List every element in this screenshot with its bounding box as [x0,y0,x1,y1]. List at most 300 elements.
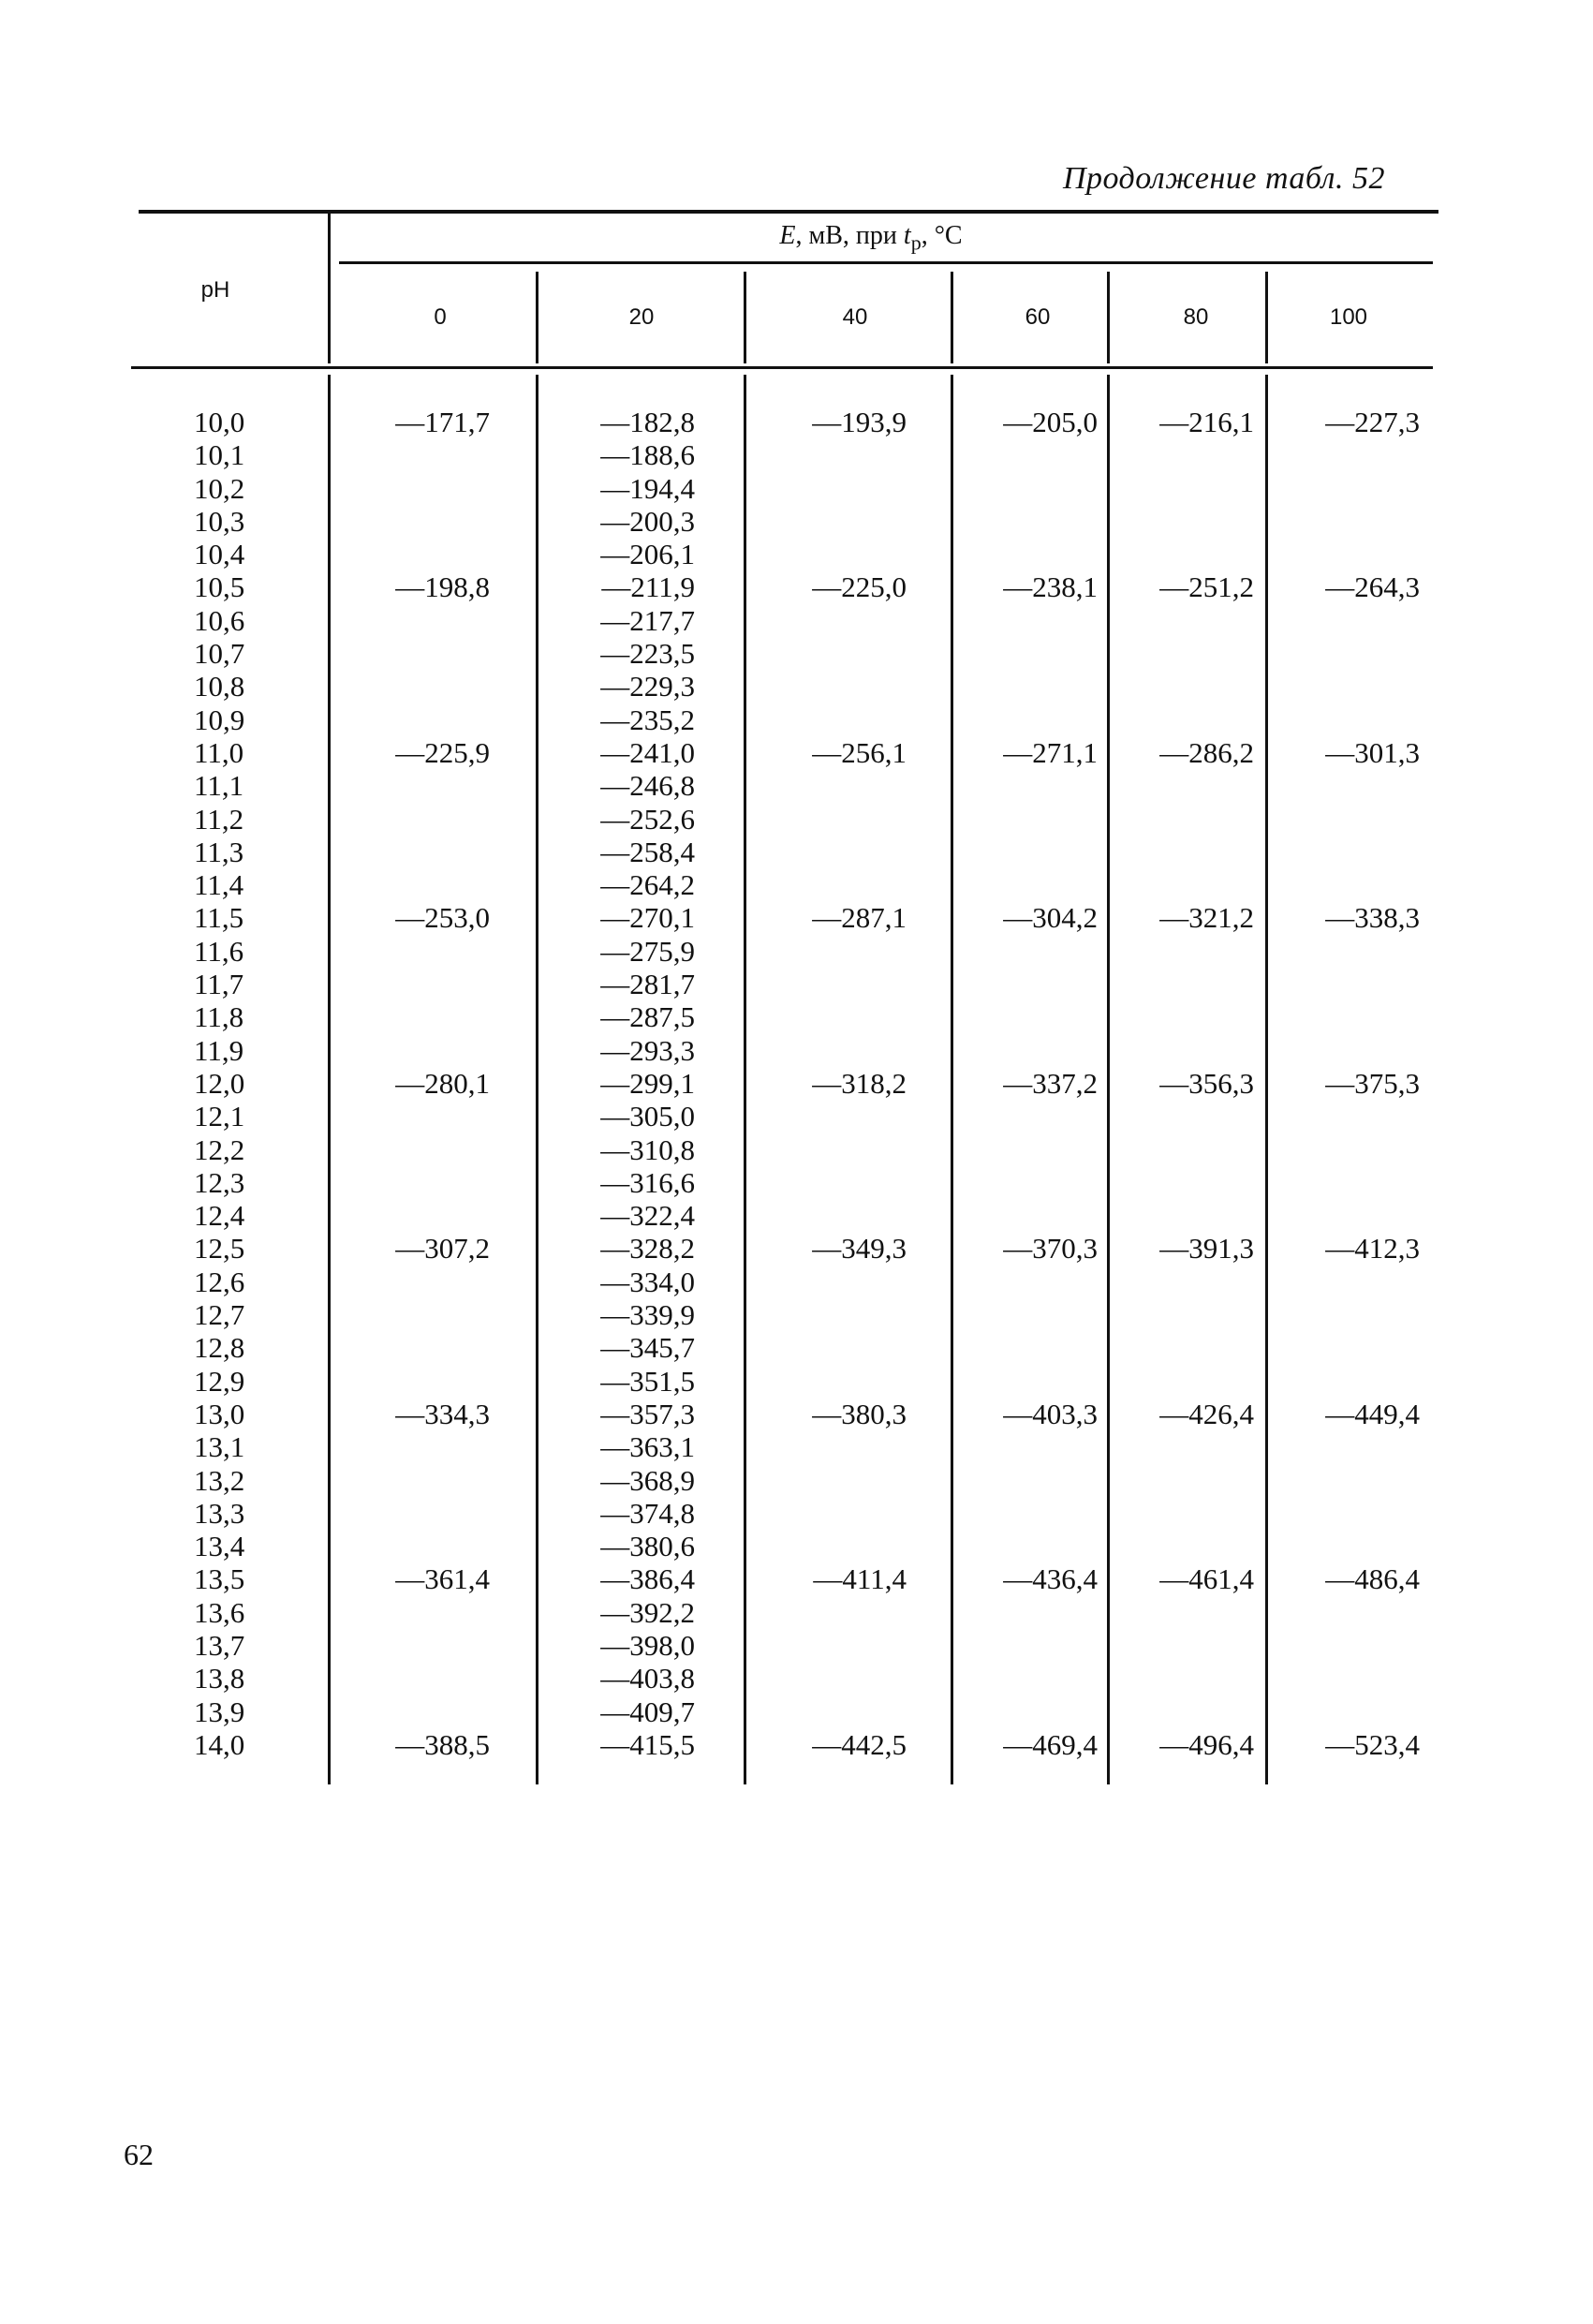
value-cell [970,438,1098,471]
value-cell: —411,4 [813,1562,907,1596]
ph-cell: 12,8 [194,1331,245,1365]
value-cell [1127,1596,1254,1629]
value-cell [1127,769,1254,802]
value-cell [363,637,490,670]
header-bottom-rule [131,366,1433,369]
table-caption: Продолжение табл. 52 [1062,161,1385,196]
value-cell [363,670,490,703]
value-cell [970,1629,1098,1662]
value-cell: —356,3 [1159,1066,1254,1100]
value-cell [970,472,1098,505]
value-cell: —264,2 [600,868,695,902]
body-divider [1107,375,1110,1784]
ph-cell: 13,0 [194,1397,245,1430]
value-cell [775,703,907,736]
value-cell [1127,637,1254,670]
body-divider [328,375,331,1784]
value-cell: —398,0 [600,1628,695,1662]
value-cell: —225,0 [812,570,907,604]
value-cell: —227,3 [1325,406,1420,438]
value-cell [970,836,1098,868]
ph-cell: 12,4 [194,1199,245,1233]
value-cell [1127,935,1254,968]
value-cell [1281,1430,1420,1463]
value-cell [970,637,1098,670]
ph-cell: 13,7 [194,1628,245,1662]
ph-cell: 13,4 [194,1530,245,1563]
value-cell [1281,538,1420,570]
value-cell [775,670,907,703]
value-cell [1127,803,1254,836]
value-cell [1281,604,1420,637]
value-cell: —339,9 [600,1298,695,1332]
header-divider [744,272,746,363]
value-cell: —211,9 [601,570,695,604]
t0-column [363,406,490,1761]
value-cell [363,703,490,736]
value-cell [1281,637,1420,670]
ph-cell: 12,3 [194,1165,245,1199]
value-cell: —361,4 [395,1562,490,1596]
value-cell: —256,1 [812,735,907,769]
value-cell [1127,1629,1254,1662]
value-cell [970,703,1098,736]
value-cell [1127,670,1254,703]
value-cell [970,968,1098,1000]
ph-cell: 10,8 [194,670,245,703]
value-cell: —216,1 [1159,406,1254,438]
value-cell: —286,2 [1159,735,1254,769]
value-cell [363,1430,490,1463]
value-cell [970,1695,1098,1728]
ph-cell: 10,6 [194,603,245,637]
value-cell [1281,1266,1420,1298]
ph-cell: 11,7 [194,968,244,1001]
value-cell [775,1629,907,1662]
value-cell [1281,1331,1420,1364]
value-cell: —275,9 [600,934,695,968]
value-cell: —388,5 [395,1727,490,1761]
header-divider [1107,272,1110,363]
value-cell: —338,3 [1325,901,1420,935]
value-cell [775,868,907,901]
value-cell [1127,1166,1254,1199]
ph-cell: 12,6 [194,1265,245,1298]
value-cell: —386,4 [600,1562,695,1596]
value-cell: —304,2 [1003,901,1098,935]
ph-cell: 10,5 [194,570,245,604]
value-cell: —305,0 [600,1100,695,1133]
value-cell [970,1100,1098,1132]
value-cell [970,505,1098,538]
value-cell: —496,4 [1159,1727,1254,1761]
value-cell [775,836,907,868]
value-cell [970,1530,1098,1562]
value-cell [1127,538,1254,570]
value-cell [970,604,1098,637]
value-cell [1281,968,1420,1000]
ph-cell: 10,1 [194,438,245,472]
ph-cell: 10,2 [194,471,245,505]
value-cell [775,505,907,538]
value-cell: —321,2 [1159,901,1254,935]
value-cell [775,472,907,505]
ph-cell: 13,8 [194,1662,245,1695]
value-cell: —368,9 [600,1463,695,1497]
value-cell: —280,1 [395,1066,490,1100]
value-cell: —391,3 [1159,1232,1254,1266]
value-cell: —194,4 [600,471,695,505]
ph-cell: 12,2 [194,1132,245,1166]
ph-cell: 10,4 [194,538,245,571]
value-cell [775,637,907,670]
value-cell [775,1266,907,1298]
ph-column [194,406,288,1761]
temp-subscript: р [910,230,922,255]
t80-column [1127,406,1254,1761]
value-cell: —392,2 [600,1595,695,1629]
value-cell: —426,4 [1159,1397,1254,1430]
page-number: 62 [124,2138,154,2171]
value-cell [363,1662,490,1695]
value-cell: —316,6 [600,1165,695,1199]
t100-column [1281,406,1420,1761]
value-cell: —380,6 [600,1530,695,1563]
value-cell [363,769,490,802]
value-cell: —188,6 [600,438,695,472]
value-cell [970,1596,1098,1629]
ph-cell: 13,2 [194,1463,245,1497]
ph-cell: 11,4 [194,868,244,902]
value-cell [1127,1530,1254,1562]
value-cell [363,1596,490,1629]
t60-column [970,406,1098,1761]
value-cell [1281,868,1420,901]
value-cell [970,538,1098,570]
value-cell [775,1596,907,1629]
value-cell: —293,3 [600,1033,695,1067]
ph-cell: 11,1 [194,769,244,803]
value-cell [1281,438,1420,471]
value-cell [970,935,1098,968]
value-cell [775,968,907,1000]
value-cell: —205,0 [1003,406,1098,438]
value-cell [1281,1298,1420,1331]
value-cell [363,1166,490,1199]
value-cell [775,1133,907,1166]
temp-header-80: 80 [1183,304,1209,330]
emf-header [656,221,1086,256]
value-cell [1127,1464,1254,1497]
value-cell [1281,1000,1420,1033]
body-divider [951,375,953,1784]
value-cell [970,1000,1098,1033]
value-cell: —223,5 [600,637,695,671]
value-cell: —403,8 [600,1662,695,1695]
value-cell: —345,7 [600,1331,695,1365]
value-cell: —322,4 [600,1199,695,1233]
value-cell [363,935,490,968]
ph-cell: 14,0 [194,1727,245,1761]
value-cell [1281,1497,1420,1530]
body-divider [744,375,746,1784]
subheader-rule [339,261,1433,264]
value-cell [1281,670,1420,703]
value-cell [1281,1662,1420,1695]
value-cell: —409,7 [600,1695,695,1728]
value-cell [1281,1629,1420,1662]
value-cell: —403,3 [1003,1397,1098,1430]
value-cell: —442,5 [812,1727,907,1761]
value-cell [363,538,490,570]
value-cell [970,769,1098,802]
value-cell [363,1133,490,1166]
value-cell [1281,1530,1420,1562]
body-divider [1265,375,1268,1784]
value-cell [1281,769,1420,802]
ph-cell: 11,5 [194,901,244,935]
value-cell [1127,968,1254,1000]
value-cell [775,604,907,637]
value-cell [363,1464,490,1497]
value-cell: —252,6 [600,802,695,836]
ph-cell: 12,0 [194,1066,245,1100]
value-cell [1281,803,1420,836]
value-cell [775,1662,907,1695]
value-cell: —251,2 [1159,570,1254,604]
emf-units: , мВ, при [795,221,904,250]
value-cell [775,935,907,968]
value-cell [970,670,1098,703]
value-cell [970,1034,1098,1067]
value-cell [1127,1695,1254,1728]
value-cell: —334,0 [600,1265,695,1298]
value-cell: —287,1 [812,901,907,935]
ph-cell: 10,0 [194,406,245,438]
value-cell [970,1430,1098,1463]
value-cell [363,968,490,1000]
temp-header-60: 60 [1025,304,1051,330]
value-cell [363,1100,490,1132]
value-cell [363,1266,490,1298]
value-cell: —200,3 [600,504,695,538]
value-cell: —235,2 [600,703,695,736]
value-cell [1281,1100,1420,1132]
value-cell [1281,935,1420,968]
value-cell [1281,703,1420,736]
value-cell: —258,4 [600,835,695,868]
value-cell: —436,4 [1003,1562,1098,1596]
value-cell: —415,5 [600,1727,695,1761]
value-cell: —310,8 [600,1132,695,1166]
ph-cell: 13,6 [194,1595,245,1629]
header-divider [536,272,538,363]
value-cell [363,604,490,637]
value-cell [970,803,1098,836]
value-cell [1127,836,1254,868]
value-cell: —253,0 [395,901,490,935]
ph-cell: 10,7 [194,637,245,671]
value-cell: —246,8 [600,769,695,803]
ph-cell: 10,3 [194,504,245,538]
value-cell: —351,5 [600,1364,695,1398]
value-cell [363,868,490,901]
value-cell [970,1662,1098,1695]
value-cell [775,1365,907,1398]
value-cell: —370,3 [1003,1232,1098,1266]
ph-cell: 12,5 [194,1232,245,1266]
value-cell: —171,7 [395,406,490,438]
ph-cell: 12,9 [194,1364,245,1398]
value-cell: —318,2 [812,1066,907,1100]
value-cell [775,1464,907,1497]
value-cell: —307,2 [395,1232,490,1266]
value-cell: —375,3 [1325,1066,1420,1100]
value-cell [363,1629,490,1662]
header-divider [951,272,953,363]
value-cell [775,769,907,802]
ph-cell: 11,9 [194,1033,244,1067]
value-cell: —198,8 [395,570,490,604]
ph-cell: 12,7 [194,1298,245,1332]
value-cell [363,1530,490,1562]
value-cell [363,1365,490,1398]
value-cell [363,803,490,836]
value-cell: —281,7 [600,968,695,1001]
value-cell: —225,9 [395,735,490,769]
value-cell [775,1100,907,1132]
value-cell: —217,7 [600,603,695,637]
value-cell [363,1000,490,1033]
value-cell [1127,868,1254,901]
t40-column [775,406,907,1761]
temp-header-0: 0 [434,304,447,330]
value-cell: —193,9 [812,406,907,438]
value-cell [1281,505,1420,538]
top-rule [139,210,1438,214]
value-cell [363,1199,490,1232]
temp-header-20: 20 [628,304,655,330]
value-cell [970,1133,1098,1166]
ph-cell: 11,6 [194,934,244,968]
ph-cell: 11,2 [194,802,244,836]
value-cell [1281,1365,1420,1398]
value-cell: —182,8 [600,406,695,438]
ph-cell: 10,9 [194,703,245,736]
value-cell [363,472,490,505]
value-cell [363,836,490,868]
value-cell [1281,836,1420,868]
value-cell: —271,1 [1003,735,1098,769]
value-cell [1127,1298,1254,1331]
value-cell: —229,3 [600,670,695,703]
value-cell: —449,4 [1325,1397,1420,1430]
value-cell: —363,1 [600,1430,695,1464]
value-cell [775,1331,907,1364]
value-cell: —241,0 [600,735,695,769]
value-cell [970,1266,1098,1298]
ph-cell: 13,3 [194,1496,245,1530]
value-cell: —270,1 [600,901,695,935]
emf-symbol: E [779,221,796,250]
value-cell [1281,1133,1420,1166]
value-cell [1127,1497,1254,1530]
temp-header-100: 100 [1329,304,1368,330]
value-cell [970,1497,1098,1530]
body-divider [536,375,538,1784]
value-cell [1281,1034,1420,1067]
value-cell: —357,3 [600,1397,695,1430]
value-cell [970,1199,1098,1232]
ph-cell: 13,1 [194,1430,245,1464]
temp-symbol: t [903,221,911,250]
value-cell [775,803,907,836]
value-cell [1281,1166,1420,1199]
value-cell [1127,505,1254,538]
value-cell [363,1298,490,1331]
value-cell: —374,8 [600,1496,695,1530]
value-cell: —523,4 [1325,1727,1420,1761]
value-cell [1127,1331,1254,1364]
value-cell [1127,1133,1254,1166]
value-cell [1127,1100,1254,1132]
value-cell: —412,3 [1325,1232,1420,1266]
header-divider [328,214,331,363]
value-cell: —299,1 [600,1066,695,1100]
value-cell [1281,1596,1420,1629]
value-cell: —486,4 [1325,1562,1420,1596]
value-cell: —287,5 [600,1000,695,1034]
value-cell [363,1497,490,1530]
ph-cell: 11,0 [194,735,244,769]
value-cell [1127,1034,1254,1067]
ph-header: pH [200,277,230,303]
value-cell: —206,1 [600,538,695,571]
value-cell: —301,3 [1325,735,1420,769]
ph-cell: 12,1 [194,1100,245,1133]
value-cell: —337,2 [1003,1066,1098,1100]
value-cell [775,538,907,570]
value-cell [775,1430,907,1463]
value-cell [1281,472,1420,505]
value-cell [775,1000,907,1033]
value-cell [1281,1695,1420,1728]
value-cell [1127,604,1254,637]
value-cell [363,505,490,538]
value-cell [775,1166,907,1199]
value-cell: —469,4 [1003,1727,1098,1761]
value-cell [1127,703,1254,736]
value-cell [1127,1430,1254,1463]
value-cell [363,438,490,471]
value-cell [775,1530,907,1562]
temp-header-40: 40 [842,304,868,330]
value-cell [1281,1464,1420,1497]
ph-cell: 11,3 [194,835,244,868]
t20-column [573,406,695,1761]
value-cell: —264,3 [1325,570,1420,604]
value-cell [970,1298,1098,1331]
value-cell [1127,438,1254,471]
value-cell [775,1497,907,1530]
value-cell [970,1464,1098,1497]
value-cell [363,1331,490,1364]
value-cell [1127,1199,1254,1232]
value-cell [970,1166,1098,1199]
value-cell [775,438,907,471]
value-cell [363,1695,490,1728]
value-cell [970,1365,1098,1398]
